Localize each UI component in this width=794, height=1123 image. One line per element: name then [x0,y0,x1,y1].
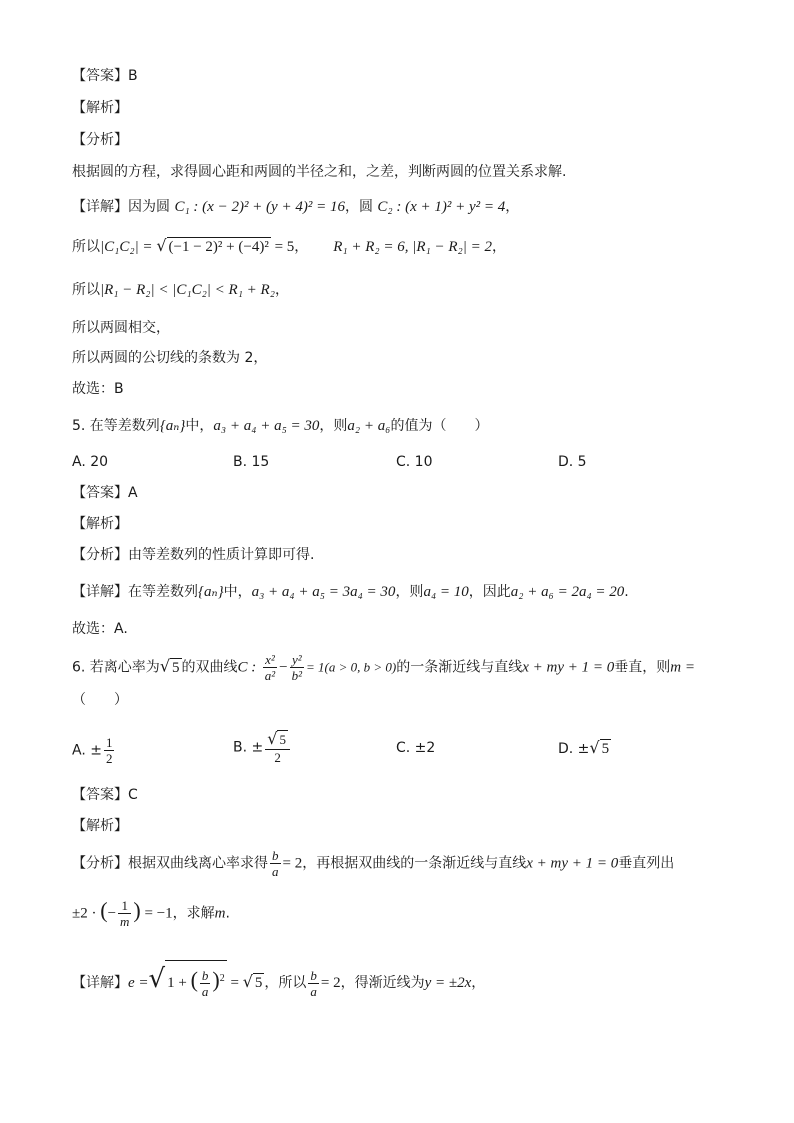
comma: ， [274,282,289,298]
q5-stem-b: 中， [185,418,214,434]
detail-line-circles [72,197,519,217]
q5-detail-eq3: a₂ + a₆ = 2a₄ = 20 [510,584,625,600]
comma: ， [294,239,309,255]
one-over-m-fraction: $\frac{1}{m}$ [120,898,130,929]
q6-option-d: D. ±√ 5 [558,738,610,757]
fenxi-label: 【分析】 [72,132,128,148]
q6-option-a: A. ± $\frac{1}{2}$ [72,735,113,766]
q6-condition: = 1(a > 0, b > 0) [306,659,397,675]
analysis-label: 【解析】 [72,100,128,116]
q5-choose: 故选：A. [72,621,128,637]
q5-stem-c: ，则 [319,418,348,434]
q5-detail-eq2: a₄ = 10 [423,584,469,600]
q6-option-c: C. ±2 [396,740,436,756]
sqrt-icon: √ [242,972,253,991]
q5-detail-a: 【详解】在等差数列 [72,584,198,600]
circle-c2-equation: C₂ : (x + 1)² + y² = 4 [377,199,506,215]
center-distance-lhs: |C₁C₂| = [100,239,157,255]
q5-sequence: {aₙ} [159,418,186,434]
q5-option-a: A. 20 [72,454,109,470]
q6-stem-a: 6. 若离心率为 [72,659,160,676]
q5-detail-c: ，则 [395,584,424,600]
q5-given: a₃ + a₄ + a₅ = 30 [213,418,320,434]
sqrt-icon: √ [148,964,166,994]
q5-option-c: C. 10 [396,454,433,470]
q6-option-b: B. ± $\frac{√ 5}{2}$ [233,730,292,765]
distance-result: = 5 [270,239,295,255]
q6-stem: 6. 若离心率为√ 5 的双曲线C : $\frac{\text{x²}}{\text{a²}}$ − $\frac{\text{y²}}{\text{b²}}$ = 1(a > 0, b > 0)的一条渐近线与直线x + my + 1 = 0垂直，则m = [72,652,695,683]
q6-stem-b: 的双曲线 [181,659,238,676]
q5-stem [72,416,488,436]
q5-stem-a: 5. 在等差数列 [72,418,160,434]
q6-detail: 【详解】e =√ 1 + ( $\frac{b}{a}$ )$^2$ = √ 5 ，所以 $\frac{b}{a}$ = 2，得渐近线为y = ±2x， [72,960,485,1001]
answer-label: 【答案】B [72,68,138,84]
q5-option-d: D. 5 [558,454,587,470]
sqrt-icon: √ [156,236,167,255]
detail-tag: 【详解】 [72,199,128,215]
asymptote-equation: y = ±2x [424,975,472,991]
q6-perp-condition: ±2 · (− $\frac{1}{m}$ ) = −1，求解m. [72,897,230,929]
comma: ， [505,199,520,215]
detail-because: 因为圆 [128,199,170,215]
q6-answer: 【答案】C [72,787,138,803]
suoyi-text: 所以 [72,239,100,255]
sqrt-icon: √ [589,738,600,757]
q6-x-fraction: $\frac{\text{x²}}{\text{a²}}$ [264,652,276,683]
q5-detail-b: 中， [223,584,252,600]
q5-detail-d: ，因此 [468,584,511,600]
q6-stem-d: 垂直，则 [614,659,671,676]
distance-radicand: (−1 − 2)² + (−4)² [168,239,269,255]
q6-m-equals: m = [670,659,695,676]
q6-fenxi-line: x + my + 1 = 0 [526,855,619,872]
circle-separator: ，圆 [344,199,373,215]
q6-paren: （ ） [72,692,128,708]
circle-c1-equation: C₁ : (x − 2)² + (y + 4)² = 16 [174,199,345,215]
q6-y-fraction: $\frac{\text{y²}}{\text{b²}}$ [291,652,302,683]
suoyi-text: 所以 [72,282,100,298]
inequality: |R₁ − R₂| < |C₁C₂| < R₁ + R₂ [100,282,275,298]
q5-analysis: 【解析】 [72,516,128,532]
q6-line-equation: x + my + 1 = 0 [522,659,615,676]
q5-stem-d: 的值为（ ） [390,418,489,434]
q5-detail [72,582,629,602]
inequality-line [72,280,289,300]
q6-eccentricity: 5 [172,659,180,676]
choose-line: 故选：B [72,381,124,397]
radii-relations: R₁ + R₂ = 6, |R₁ − R₂| = 2 [333,239,492,255]
intersect-line: 所以两圆相交， [72,320,170,336]
sqrt-icon: √ [267,729,278,748]
q5-detail-end: . [624,584,629,600]
sqrt-icon: √ [159,656,171,676]
comma: ， [491,239,506,255]
q5-detail-eq1: a₃ + a₄ + a₅ = 3a₄ = 30 [251,584,396,600]
q5-sequence: {aₙ} [198,584,224,600]
b-over-a-fraction: $\frac{b}{a}$ [310,967,317,999]
q6-c-label: C : [237,659,257,676]
q6-analysis: 【解析】 [72,818,128,834]
b-over-a-fraction: $\frac{b}{a}$ [272,848,279,879]
q5-target: a₂ + a₆ [347,418,391,434]
distance-line [72,236,506,257]
q6-fenxi: 【分析】根据双曲线离心率求得 $\frac{b}{a}$ = 2，再根据双曲线的一条渐近线与直线x + my + 1 = 0垂直列出 [72,848,675,879]
fenxi-text: 根据圆的方程，求得圆心距和两圆的半径之和，之差，判断两圆的位置关系求解. [72,164,567,180]
q6-stem-c: 的一条渐近线与直线 [396,659,523,676]
q5-answer: 【答案】A [72,485,138,501]
q5-fenxi: 【分析】由等差数列的性质计算即可得. [72,547,315,563]
q5-option-b: B. 15 [233,454,270,470]
tangent-count-line: 所以两圆的公切线的条数为 2， [72,350,268,366]
